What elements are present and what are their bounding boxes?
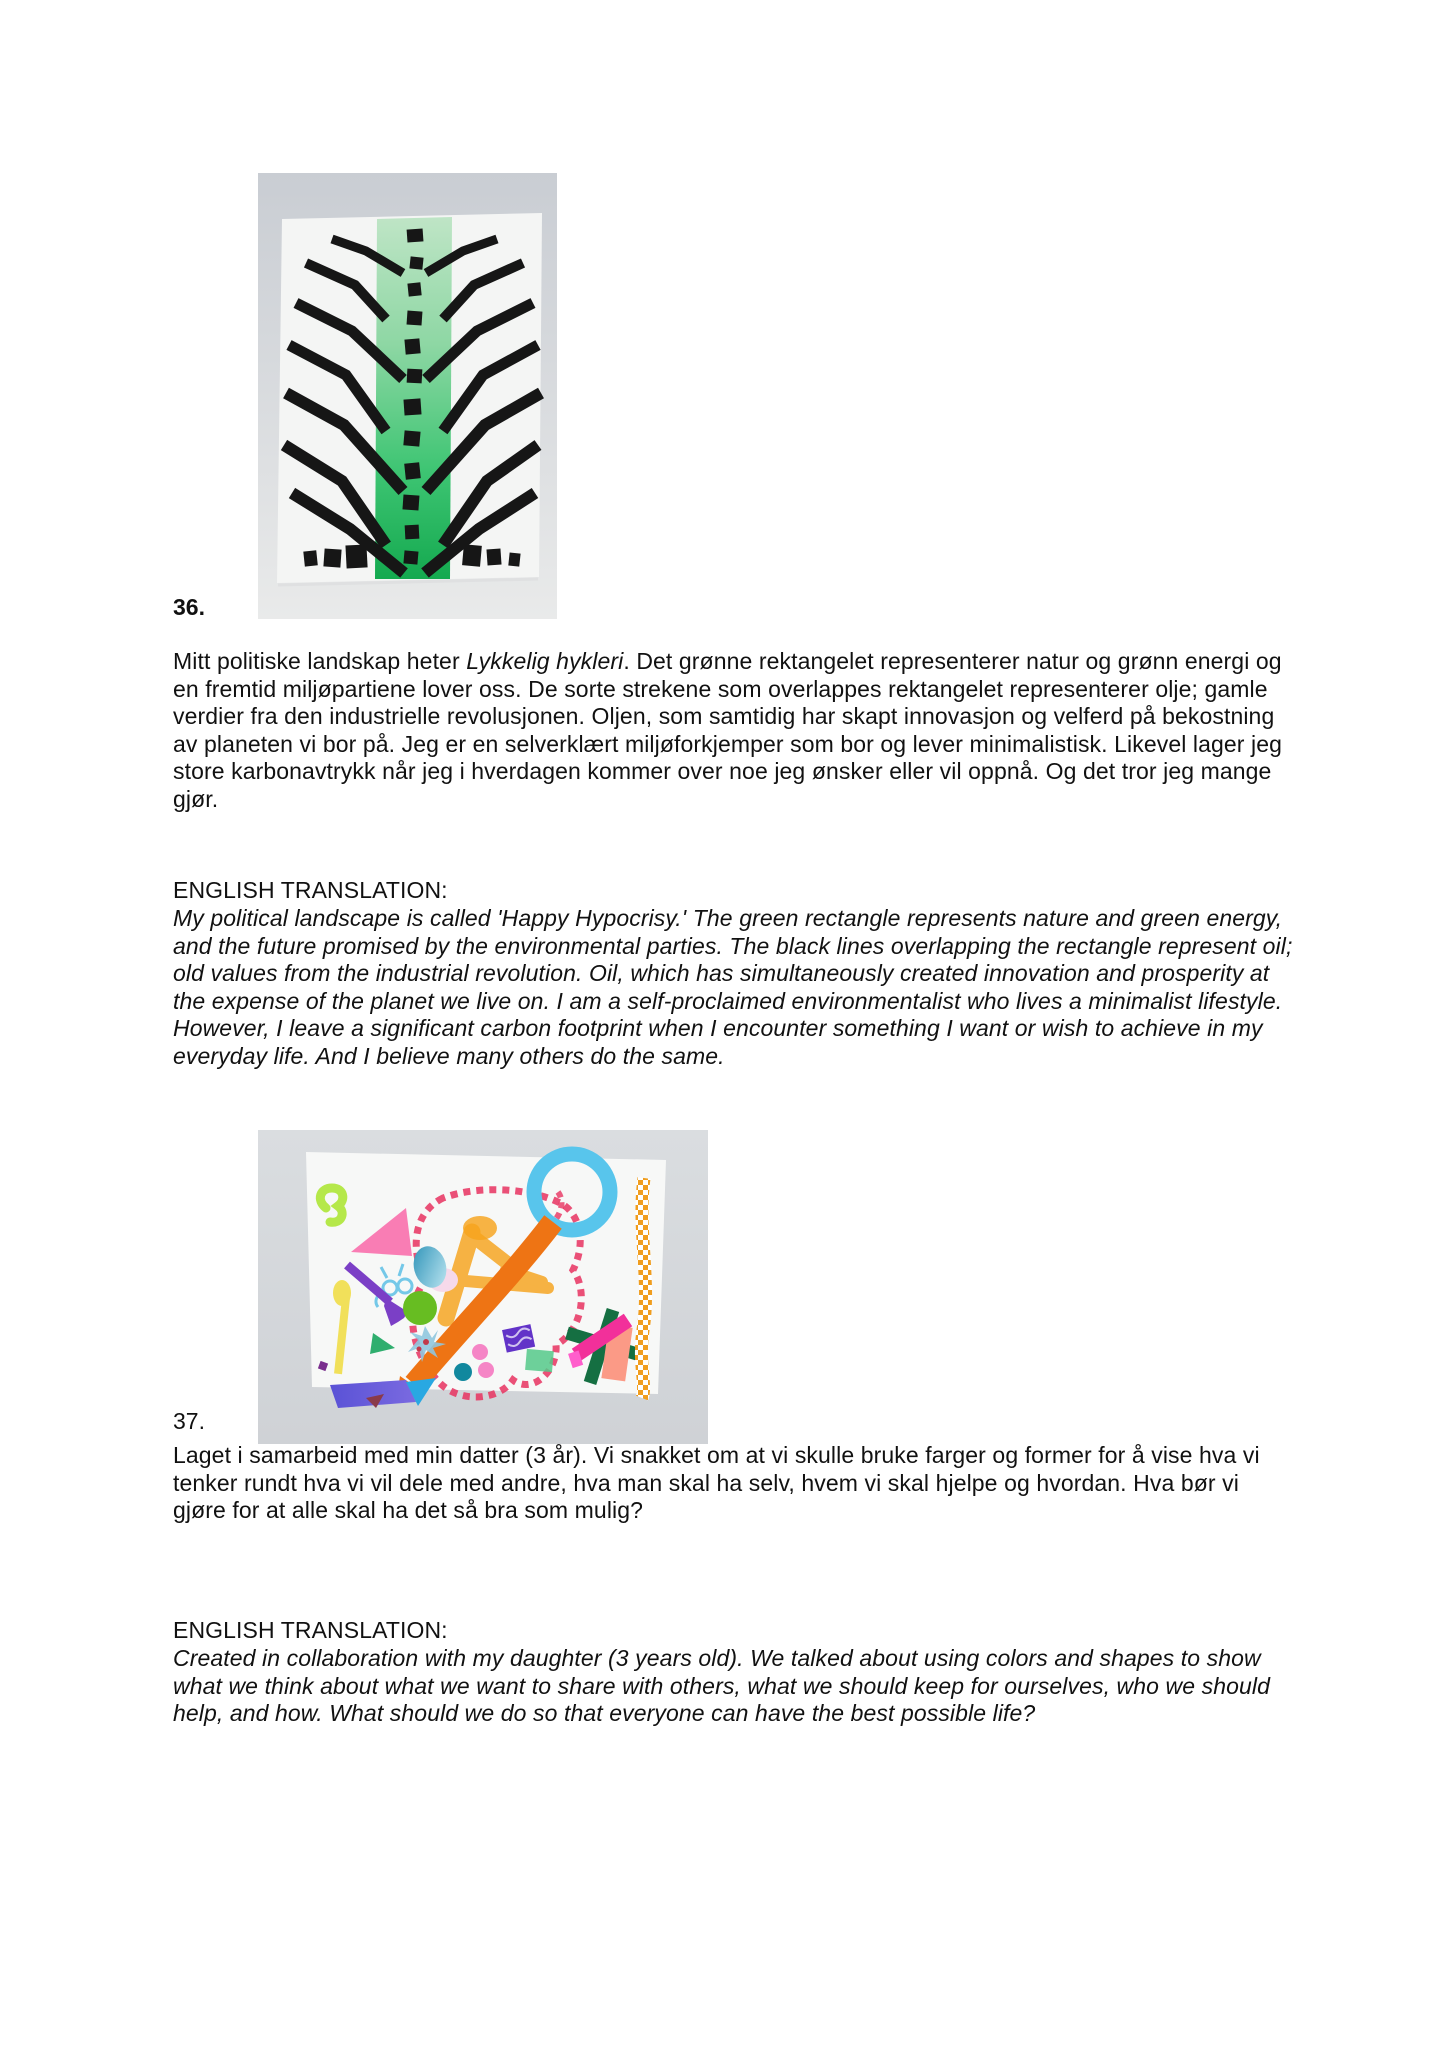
mint-square [525, 1349, 554, 1372]
description-36-norwegian [173, 648, 1293, 813]
pink-dot-2 [478, 1362, 494, 1378]
teal-dot [454, 1363, 472, 1381]
translation-37-english: Created in collaboration with my daughter (3 years old). We talked about using colors and shapes to show what we think about what we want to share with others, what we should keep for ourselves, who we should help, and how. What should we do so that everyone can have the best possible life? [173, 1645, 1271, 1726]
description-36-part-2: . Det grønne rektangelet representerer natur og grønn energi og en fremtid miljøpartiene lover oss. De sorte strekene som overlappes rektangelet representerer olje; gamle verdier fra den industrielle revolusjonen. Oljen, som samtidig har skapt innovasjon og velferd på bekostning av planeten vi bor på. Jeg er en selverklært miljøforkjemper som bor og lever minimalistisk. Likevel lager jeg store karbonavtrykk når jeg i hverdagen kommer over noe jeg ønsker eller vil oppnå. Og det tror jeg mange gjør. [173, 648, 1283, 812]
translation-heading-37: ENGLISH TRANSLATION: [173, 1617, 448, 1643]
figure-37-number: 37. [173, 1408, 205, 1434]
artwork-37-image [258, 1130, 708, 1444]
translation-heading-36: ENGLISH TRANSLATION: [173, 877, 448, 903]
green-strip [375, 217, 452, 579]
translation-36-english: My political landscape is called 'Happy Hypocrisy.' The green rectangle represents nature and green energy, and the future promised by the environmental parties. The black lines overlapping the rectangle represent oil; old values from the industrial revolution. Oil, which has simultaneously created innovation and prosperity at the expense of the planet we live on. I am a self-proclaimed environmentalist who lives a minimalist lifestyle. However, I leave a significant carbon footprint when I encounter something I want or wish to achieve in my everyday life. And I believe many others do the same. [173, 905, 1293, 1069]
green-circle [403, 1291, 437, 1325]
artwork-36-photo [258, 173, 557, 619]
pink-dot-1 [472, 1344, 488, 1360]
figure-36-number: 36. [173, 594, 205, 620]
artwork-title-italic: Lykkelig hykleri [466, 648, 624, 674]
artwork-37-photo [258, 1130, 708, 1444]
crayon-blob [463, 1216, 497, 1240]
orange-checkered-ribbon [641, 1178, 645, 1398]
description-36-part-1: Mitt politiske landskap heter [173, 648, 467, 674]
description-37-norwegian: Laget i samarbeid med min datter (3 år). Vi snakket om at vi skulle bruke farger og former for å vise hva vi tenker rundt hva vi vil dele med andre, hva man skal ha selv, hvem vi skal hjelpe og hvordan. Hva bør vi gjøre for at alle skal ha det så bra som mulig? [173, 1442, 1260, 1523]
artwork-36-image [258, 173, 557, 619]
